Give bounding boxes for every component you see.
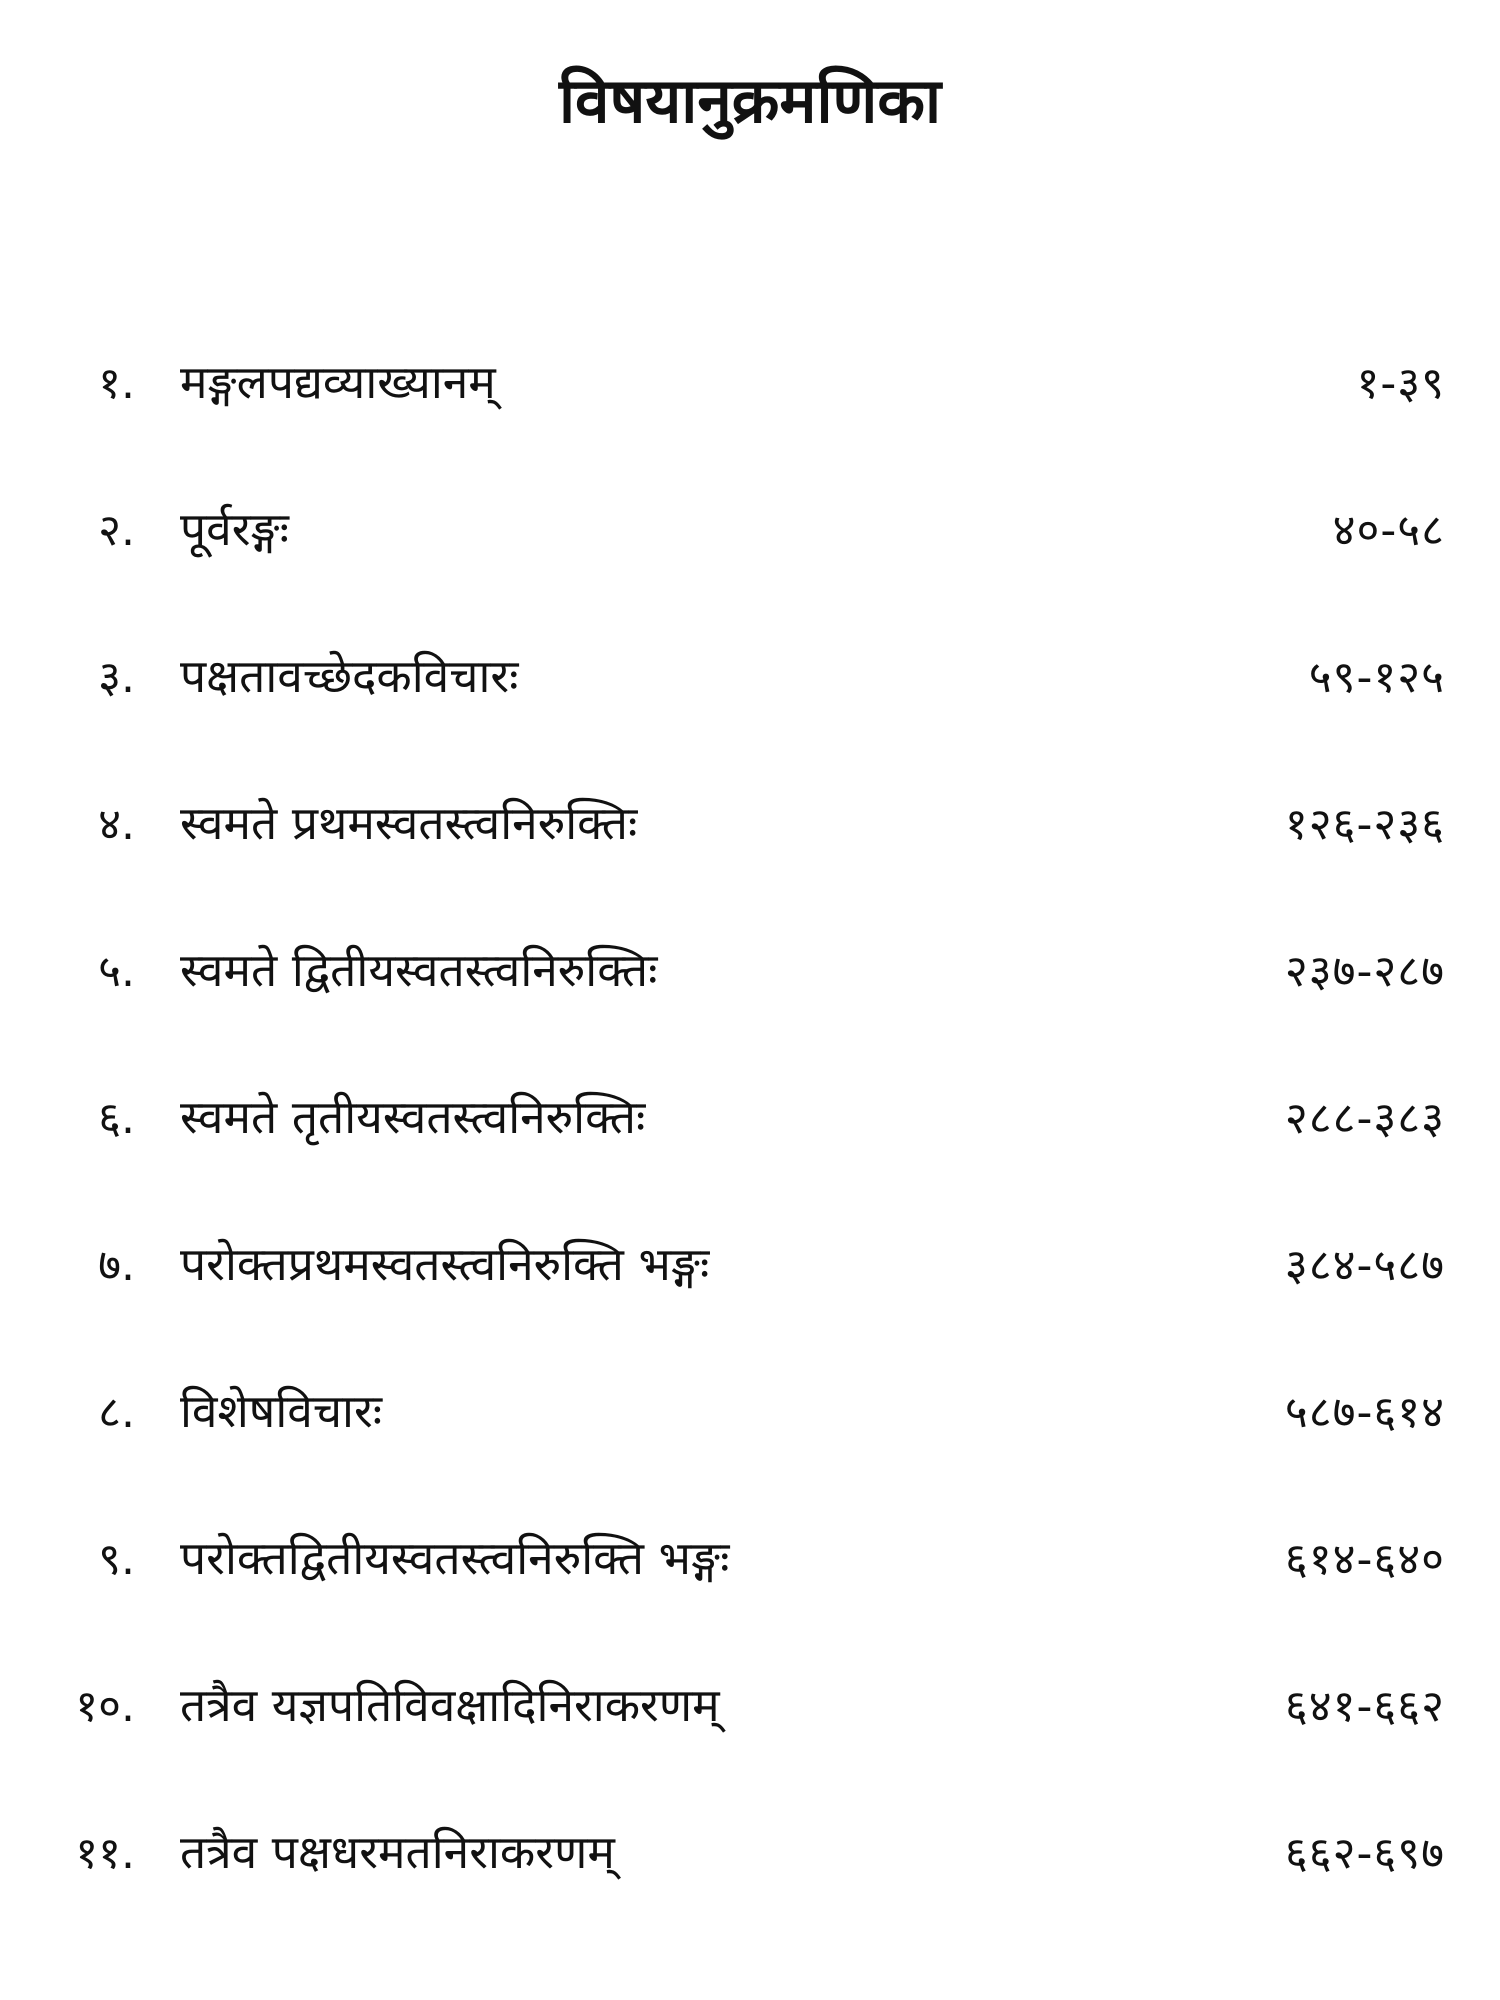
toc-entry-number: ७. bbox=[98, 1240, 135, 1291]
toc-entry-pages: १-३९ bbox=[1356, 358, 1445, 409]
toc-entry-pages: २८८-३८३ bbox=[1284, 1093, 1445, 1144]
toc-entry-7 bbox=[0, 1212, 1500, 1359]
toc-entry-number: ५. bbox=[98, 946, 135, 997]
toc-entry-title: परोक्तप्रथमस्वतस्त्वनिरुक्ति भङ्गः bbox=[180, 1237, 710, 1291]
toc-entry-number: ९. bbox=[98, 1534, 135, 1585]
toc-entry-number: ४. bbox=[98, 799, 135, 850]
toc-entry-number: १. bbox=[98, 358, 135, 409]
toc-entry-pages: ६६२-६९७ bbox=[1284, 1828, 1445, 1879]
toc-entry-5 bbox=[0, 918, 1500, 1065]
toc-entry-pages: ३८४-५८७ bbox=[1284, 1240, 1445, 1291]
toc-entry-title: मङ्गलपद्यव्याख्यानम् bbox=[180, 355, 496, 409]
toc-entry-8 bbox=[0, 1359, 1500, 1506]
page-title: विषयानुक्रमणिका bbox=[558, 63, 942, 137]
toc-entry-title: पूर्वरङ्गः bbox=[180, 502, 289, 556]
toc-entry-pages: ५८७-६१४ bbox=[1284, 1387, 1445, 1438]
toc-entry-title: परोक्तद्वितीयस्वतस्त्वनिरुक्ति भङ्गः bbox=[180, 1531, 730, 1585]
toc-entry-number: ३. bbox=[98, 652, 135, 703]
toc-entry-pages: १२६-२३६ bbox=[1284, 799, 1445, 850]
toc-entry-9 bbox=[0, 1506, 1500, 1653]
toc-entry-title: विशेषविचारः bbox=[180, 1384, 383, 1438]
toc-entry-number: ८. bbox=[98, 1387, 135, 1438]
toc-entry-number: ६. bbox=[98, 1093, 135, 1144]
toc-entry-pages: ५९-१२५ bbox=[1308, 652, 1445, 703]
toc-entry-6 bbox=[0, 1065, 1500, 1212]
toc-entry-title: स्वमते तृतीयस्वतस्त्वनिरुक्तिः bbox=[180, 1090, 646, 1144]
toc-entry-11 bbox=[0, 1800, 1500, 1947]
toc-entry-pages: ६४१-६६२ bbox=[1284, 1681, 1445, 1732]
toc-entry-title: पक्षतावच्छेदकविचारः bbox=[180, 649, 519, 703]
toc-entry-title: स्वमते प्रथमस्वतस्त्वनिरुक्तिः bbox=[180, 796, 638, 850]
table-of-contents bbox=[0, 330, 1500, 1947]
toc-entry-title: तत्रैव पक्षधरमतनिराकरणम् bbox=[180, 1825, 615, 1879]
toc-entry-10 bbox=[0, 1653, 1500, 1800]
toc-entry-4 bbox=[0, 771, 1500, 918]
toc-entry-number: ११. bbox=[75, 1828, 135, 1879]
toc-entry-2 bbox=[0, 477, 1500, 624]
toc-entry-1 bbox=[0, 330, 1500, 477]
toc-entry-pages: ६१४-६४० bbox=[1284, 1534, 1445, 1585]
toc-entry-title: स्वमते द्वितीयस्वतस्त्वनिरुक्तिः bbox=[180, 943, 658, 997]
toc-entry-number: १०. bbox=[75, 1681, 135, 1732]
toc-entry-pages: २३७-२८७ bbox=[1284, 946, 1445, 997]
toc-entry-3 bbox=[0, 624, 1500, 771]
toc-entry-number: २. bbox=[98, 505, 135, 556]
toc-entry-title: तत्रैव यज्ञपतिविवक्षादिनिराकरणम् bbox=[180, 1678, 720, 1732]
toc-entry-pages: ४०-५८ bbox=[1332, 505, 1445, 556]
